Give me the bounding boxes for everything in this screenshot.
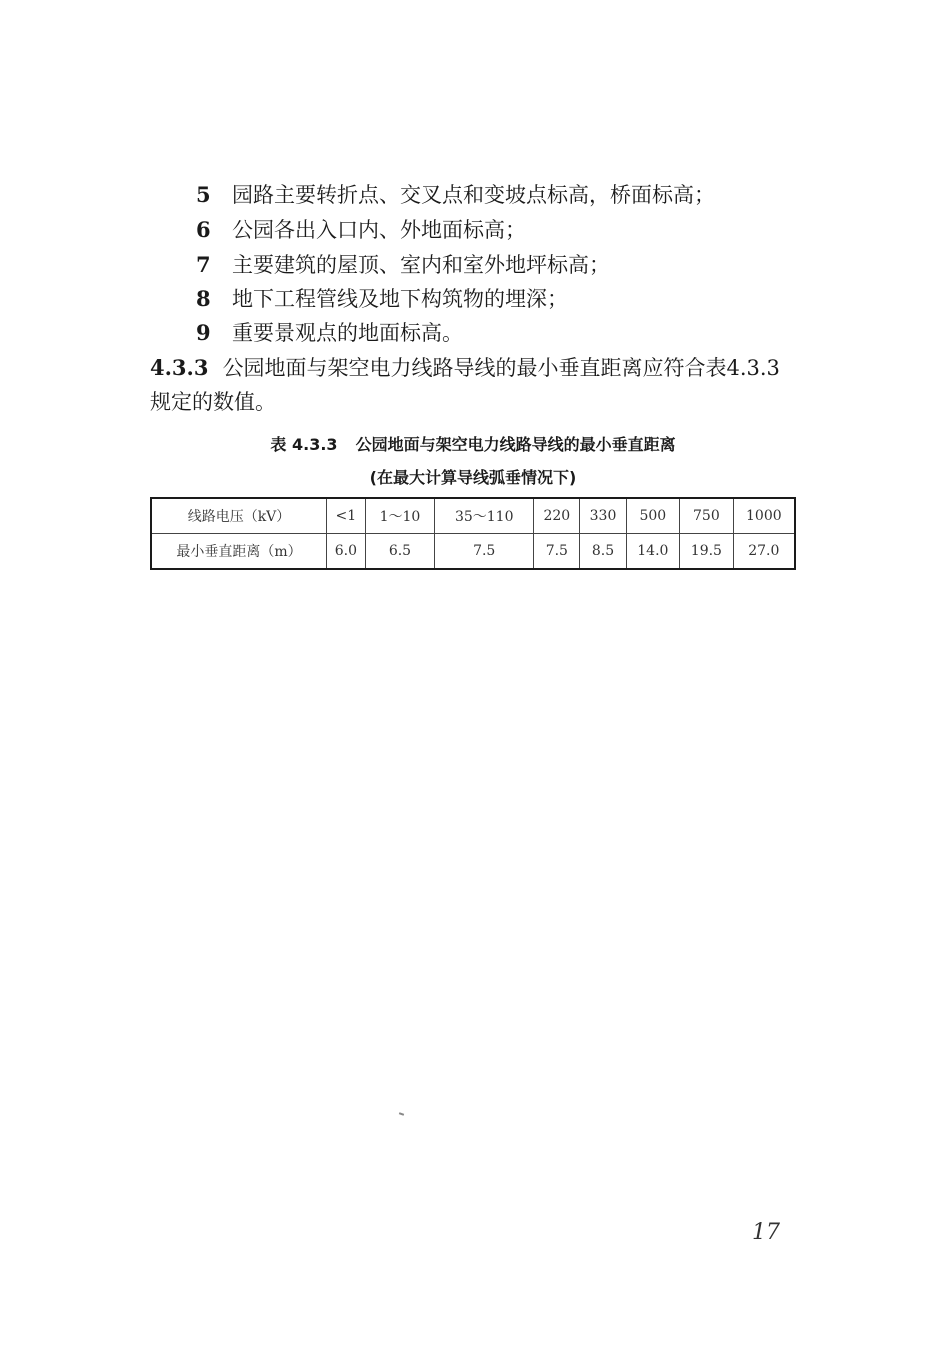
table-cell: 6.5 [365,534,434,570]
scan-speck [399,1112,404,1116]
table-row-voltage [151,498,795,534]
list-item-text: 主要建筑的屋顶、室内和室外地坪标高； [232,253,610,277]
list-item-number: 7 [196,252,211,277]
list-item-number: 5 [196,182,211,207]
table-cell: 330 [580,498,626,534]
table-number: 表 4.3.3 [270,435,338,454]
table-cell: 750 [680,498,734,534]
row-header-voltage: 线路电压（kV） [151,498,327,534]
list-item-number: 6 [196,217,211,242]
list-item-number: 8 [196,286,211,311]
table-cell: 35～110 [435,498,534,534]
table-cell: 14.0 [626,534,680,570]
clause-paragraph [150,351,800,419]
list-item-number: 9 [196,320,211,345]
list-item-8 [196,284,568,314]
table-cell: 8.5 [580,534,626,570]
list-item-text: 重要景观点的地面标高。 [232,321,463,345]
table-subcaption: (在最大计算导线弧垂情况下) [369,468,577,487]
list-item-6 [196,215,526,245]
list-item-text: 公园各出入口内、外地面标高； [232,218,526,242]
list-item-text: 园路主要转折点、交叉点和变坡点标高，桥面标高； [232,183,715,207]
table-row-distance [151,534,795,570]
page-number: 17 [752,1220,780,1245]
list-item-9 [196,318,463,348]
table-title: 公园地面与架空电力线路导线的最小垂直距离 [355,435,676,454]
clearance-table [150,497,796,570]
table-cell: 19.5 [680,534,734,570]
table-cell: <1 [327,498,366,534]
table-cell: 1～10 [365,498,434,534]
table-cell: 6.0 [327,534,366,570]
clause-text: 公园地面与架空电力线路导线的最小垂直距离应符合表4.3.3规定的数值。 [150,356,780,414]
list-item-7 [196,250,610,280]
table-caption [150,433,796,457]
clause-number: 4.3.3 [150,355,209,380]
list-item-5 [196,180,715,210]
table-cell: 7.5 [534,534,580,570]
table-cell: 220 [534,498,580,534]
list-item-text: 地下工程管线及地下构筑物的埋深； [232,287,568,311]
table-cell: 7.5 [435,534,534,570]
table-cell: 500 [626,498,680,534]
row-header-distance: 最小垂直距离（m） [151,534,327,570]
table-cell: 27.0 [733,534,795,570]
table-cell: 1000 [733,498,795,534]
